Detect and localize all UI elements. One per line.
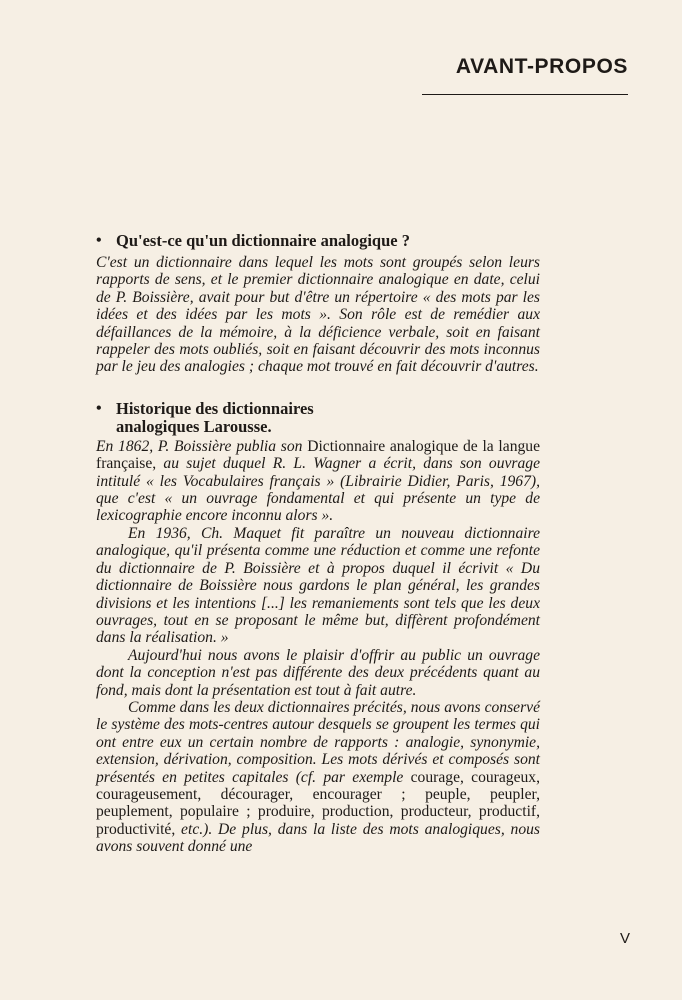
paragraph-text: Aujourd'hui nous avons le plaisir d'offrir au public un ouvrage dont la conception n'est pas différente des deux précédents quant au fond, mais dont la présentation est tout à fait autre. <box>96 646 540 699</box>
book-title: Dictionnaire analogique de la langue française, <box>96 437 541 473</box>
paragraph-text: Comme dans les deux dictionnaires précités, nous avons conservé le système des mots-centres autour desquels se groupent les termes qui ont entre eux un certain nombre de rapports : analogie, synonymie, extension, dérivation, composition. Les mots dérivés et composés sont présentés en petites capitales (cf. par exemple <box>96 698 540 786</box>
paragraph-text: En 1936, Ch. Maquet fit paraître un nouveau dictionnaire analogique, qu'il présenta comme une réduction et comme une refonte du dictionnaire de P. Boissière et à propos duquel il écrivit « Du dictionnaire de Boissière nous gardons le plan général, les grandes divisions et les intentions [...] les remaniements sont tels que les deux ouvrages, tout en se proposant le même but, diffèrent profondément dans la réalisation. » <box>96 524 540 647</box>
history-paragraph-4 <box>96 699 540 856</box>
example-words: courage, courageux, courageusement, décourager, encourager ; peuple, peupler, peuplement, populaire ; produire, production, producteur, productif, productivité, <box>96 768 541 838</box>
bullet-icon: • <box>96 399 102 417</box>
section-heading-line-2: analogiques Larousse. <box>116 416 272 436</box>
history-paragraph-3 <box>96 647 540 699</box>
paragraph-text: au sujet duquel R. L. Wagner a écrit, dans son ouvrage intitulé « les Vocabulaires français » (Librairie Didier, Paris, 1967), que c'est « un ouvrage fondamental et qui présente un type de lexicographie encore inconnu alors ». <box>96 455 540 525</box>
section-heading-text: Qu'est-ce qu'un dictionnaire analogique ? <box>116 231 410 250</box>
paragraph-text: etc.). De plus, dans la liste des mots analogiques, nous avons souvent donné une <box>96 820 540 856</box>
history-paragraph-2 <box>96 525 540 647</box>
bullet-icon: • <box>96 232 102 249</box>
section-history <box>96 400 540 856</box>
page-number: V <box>619 930 630 947</box>
section-heading <box>96 232 540 250</box>
title-underline <box>422 94 628 95</box>
definition-text: C'est un dictionnaire dans lequel les mots sont groupés selon leurs rapports de sens, et le premier dictionnaire analogique en date, celui de P. Boissière, avait pour but d'être un répertoire « des mots par les idées et des idées par les mots ». Son rôle est de remédier aux défaillances de la mémoire, à la déficience verbale, soit en faisant rappeler des mots oubliés, soit en faisant découvrir des mots inconnus par le jeu des analogies ; chaque mot trouvé en fait découvrir d'autres. <box>96 254 540 376</box>
section-heading-line-1: Historique des dictionnaires <box>116 398 314 418</box>
paragraph-text: En 1862, P. Boissière publia son <box>96 437 308 455</box>
main-content <box>96 232 540 856</box>
history-paragraph-1 <box>96 438 540 525</box>
page-title: AVANT-PROPOS <box>455 55 628 78</box>
definition-paragraph <box>96 254 540 376</box>
section-definition <box>96 232 540 376</box>
section-heading <box>96 400 540 436</box>
